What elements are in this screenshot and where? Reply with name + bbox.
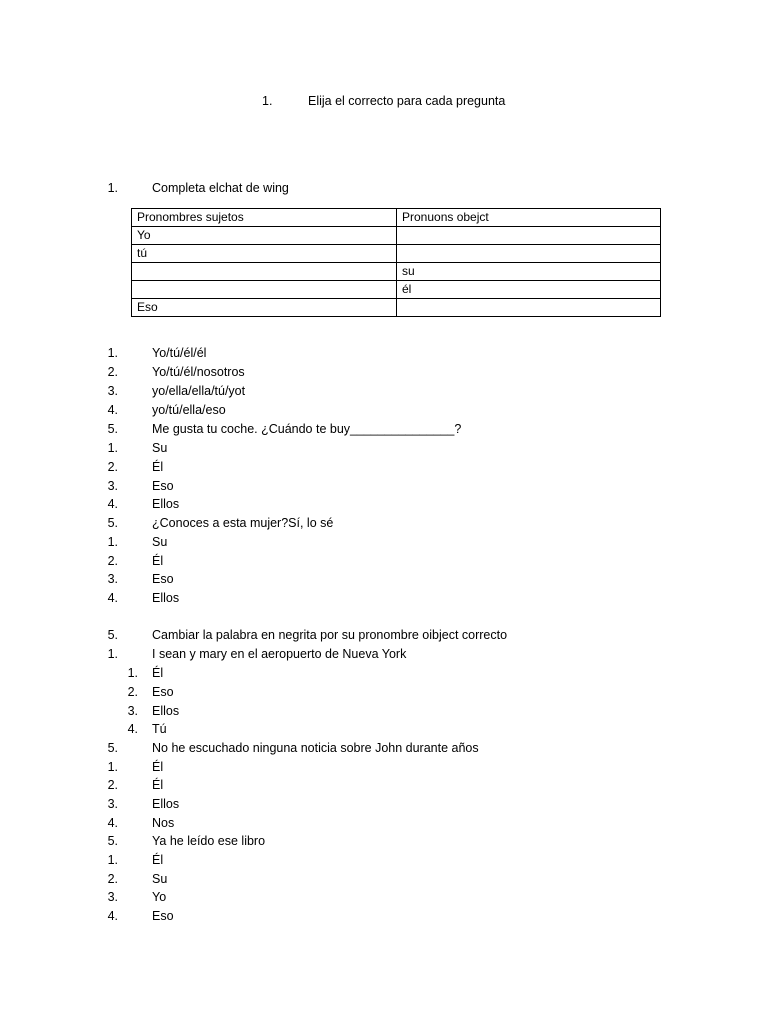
table-cell bbox=[397, 227, 661, 245]
list-item bbox=[0, 363, 768, 381]
table-cell bbox=[397, 299, 661, 317]
list-item-text: ¿Conoces a esta mujer?Sí, lo sé bbox=[152, 516, 334, 530]
list-item bbox=[0, 664, 768, 682]
list-item-text: Nos bbox=[152, 816, 175, 830]
list-item-text: yo/ella/ella/tú/yot bbox=[152, 384, 246, 398]
list-item-number: 4. bbox=[107, 816, 118, 830]
list-item-number: 1. bbox=[107, 346, 118, 360]
list-item-text: Eso bbox=[152, 479, 174, 493]
list-item bbox=[0, 888, 768, 906]
title bbox=[0, 92, 768, 110]
list-item-text: Él bbox=[152, 554, 164, 568]
list-item-number: 5. bbox=[107, 422, 118, 436]
list-item-number: 2. bbox=[107, 872, 118, 886]
list-item bbox=[0, 439, 768, 457]
list-item-number: 1. bbox=[107, 535, 118, 549]
section-number: 1. bbox=[107, 181, 118, 195]
list-item-text: Eso bbox=[152, 572, 174, 586]
list-item-number: 3. bbox=[107, 384, 118, 398]
title-text: Elija el correcto para cada pregunta bbox=[308, 94, 506, 108]
list-item-text: Yo/tú/él/él bbox=[152, 346, 207, 360]
table-cell bbox=[132, 281, 397, 299]
list-item-text: Ellos bbox=[152, 704, 180, 718]
list-item bbox=[0, 683, 768, 701]
list-item-text: Ellos bbox=[152, 497, 180, 511]
table-cell bbox=[132, 263, 397, 281]
list-item-text: yo/tú/ella/eso bbox=[152, 403, 226, 417]
list-item bbox=[0, 495, 768, 513]
table-row bbox=[132, 263, 661, 281]
list-item bbox=[0, 420, 768, 438]
list-item-number: 2. bbox=[107, 554, 118, 568]
list-item-number: 4. bbox=[107, 909, 118, 923]
list-item-number: 1. bbox=[107, 853, 118, 867]
list-item bbox=[0, 401, 768, 419]
title-number: 1. bbox=[262, 94, 273, 108]
list-item bbox=[0, 832, 768, 850]
table-row bbox=[132, 245, 661, 263]
list-item-number: 4. bbox=[107, 591, 118, 605]
list-item-number: 4. bbox=[107, 497, 118, 511]
list-item-number: 5. bbox=[107, 628, 118, 642]
table-header: Pronuons obejct bbox=[397, 209, 661, 227]
list-item bbox=[0, 645, 768, 663]
table-cell: su bbox=[397, 263, 661, 281]
list-item bbox=[0, 533, 768, 551]
list-item-text: Ellos bbox=[152, 797, 180, 811]
pronoun-table bbox=[131, 208, 661, 317]
list-item-number: 5. bbox=[107, 516, 118, 530]
list-item-number: 1. bbox=[107, 760, 118, 774]
list-item-number: 2. bbox=[107, 365, 118, 379]
list-item-text: Su bbox=[152, 441, 168, 455]
list-item-number: 5. bbox=[107, 741, 118, 755]
list-item bbox=[0, 702, 768, 720]
list-item bbox=[0, 570, 768, 588]
list-item bbox=[0, 382, 768, 400]
table-cell: tú bbox=[132, 245, 397, 263]
list-item-number: 2. bbox=[107, 778, 118, 792]
table-row bbox=[132, 299, 661, 317]
list-item bbox=[0, 720, 768, 738]
list-item-text: Me gusta tu coche. ¿Cuándo te buy_______________? bbox=[152, 422, 462, 436]
list-item-number: 4. bbox=[127, 722, 138, 736]
list-item-text: Él bbox=[152, 853, 164, 867]
list-item bbox=[0, 814, 768, 832]
table-cell: él bbox=[397, 281, 661, 299]
list-item bbox=[0, 907, 768, 925]
list-item-text: Yo bbox=[152, 890, 167, 904]
list-item-number: 1. bbox=[107, 647, 118, 661]
list-item-text: Ellos bbox=[152, 591, 180, 605]
list-item-text: Tú bbox=[152, 722, 167, 736]
list-item-number: 1. bbox=[107, 441, 118, 455]
list-item-text: Eso bbox=[152, 685, 174, 699]
table-row bbox=[132, 227, 661, 245]
table-header-row bbox=[132, 209, 661, 227]
list-item bbox=[0, 589, 768, 607]
list-item bbox=[0, 344, 768, 362]
list-item-number: 3. bbox=[127, 704, 138, 718]
table-cell bbox=[397, 245, 661, 263]
list-item-number: 3. bbox=[107, 890, 118, 904]
list-item-text: Cambiar la palabra en negrita por su pronombre oibject correcto bbox=[152, 628, 508, 642]
list-item-number: 2. bbox=[107, 460, 118, 474]
list-item-text: Él bbox=[152, 666, 164, 680]
list-item-number: 1. bbox=[127, 666, 138, 680]
list-item-text: Él bbox=[152, 760, 164, 774]
table-row bbox=[132, 281, 661, 299]
list-item bbox=[0, 514, 768, 532]
list-item bbox=[0, 477, 768, 495]
list-item-number: 5. bbox=[107, 834, 118, 848]
list-item-text: Él bbox=[152, 460, 164, 474]
list-item-text: Su bbox=[152, 872, 168, 886]
section-heading bbox=[0, 179, 768, 197]
list-item-text: I sean y mary en el aeropuerto de Nueva York bbox=[152, 647, 407, 661]
list-item-number: 3. bbox=[107, 479, 118, 493]
section-text: Completa elchat de wing bbox=[152, 181, 289, 195]
list-item bbox=[0, 552, 768, 570]
list-item-text: Ya he leído ese libro bbox=[152, 834, 266, 848]
list-item bbox=[0, 626, 768, 644]
list-item bbox=[0, 795, 768, 813]
list-item-text: Su bbox=[152, 535, 168, 549]
table-cell: Eso bbox=[132, 299, 397, 317]
list-item bbox=[0, 776, 768, 794]
table-cell: Yo bbox=[132, 227, 397, 245]
list-item-text: No he escuchado ninguna noticia sobre John durante años bbox=[152, 741, 479, 755]
list-item bbox=[0, 458, 768, 476]
list-item-text: Yo/tú/él/nosotros bbox=[152, 365, 245, 379]
list-item-number: 2. bbox=[127, 685, 138, 699]
list-item bbox=[0, 758, 768, 776]
list-item-number: 3. bbox=[107, 572, 118, 586]
list-item bbox=[0, 851, 768, 869]
list-item-number: 4. bbox=[107, 403, 118, 417]
list-item bbox=[0, 870, 768, 888]
list-item-number: 3. bbox=[107, 797, 118, 811]
list-item-text: Eso bbox=[152, 909, 174, 923]
list-item bbox=[0, 739, 768, 757]
list-item-text: Él bbox=[152, 778, 164, 792]
table-header: Pronombres sujetos bbox=[132, 209, 397, 227]
